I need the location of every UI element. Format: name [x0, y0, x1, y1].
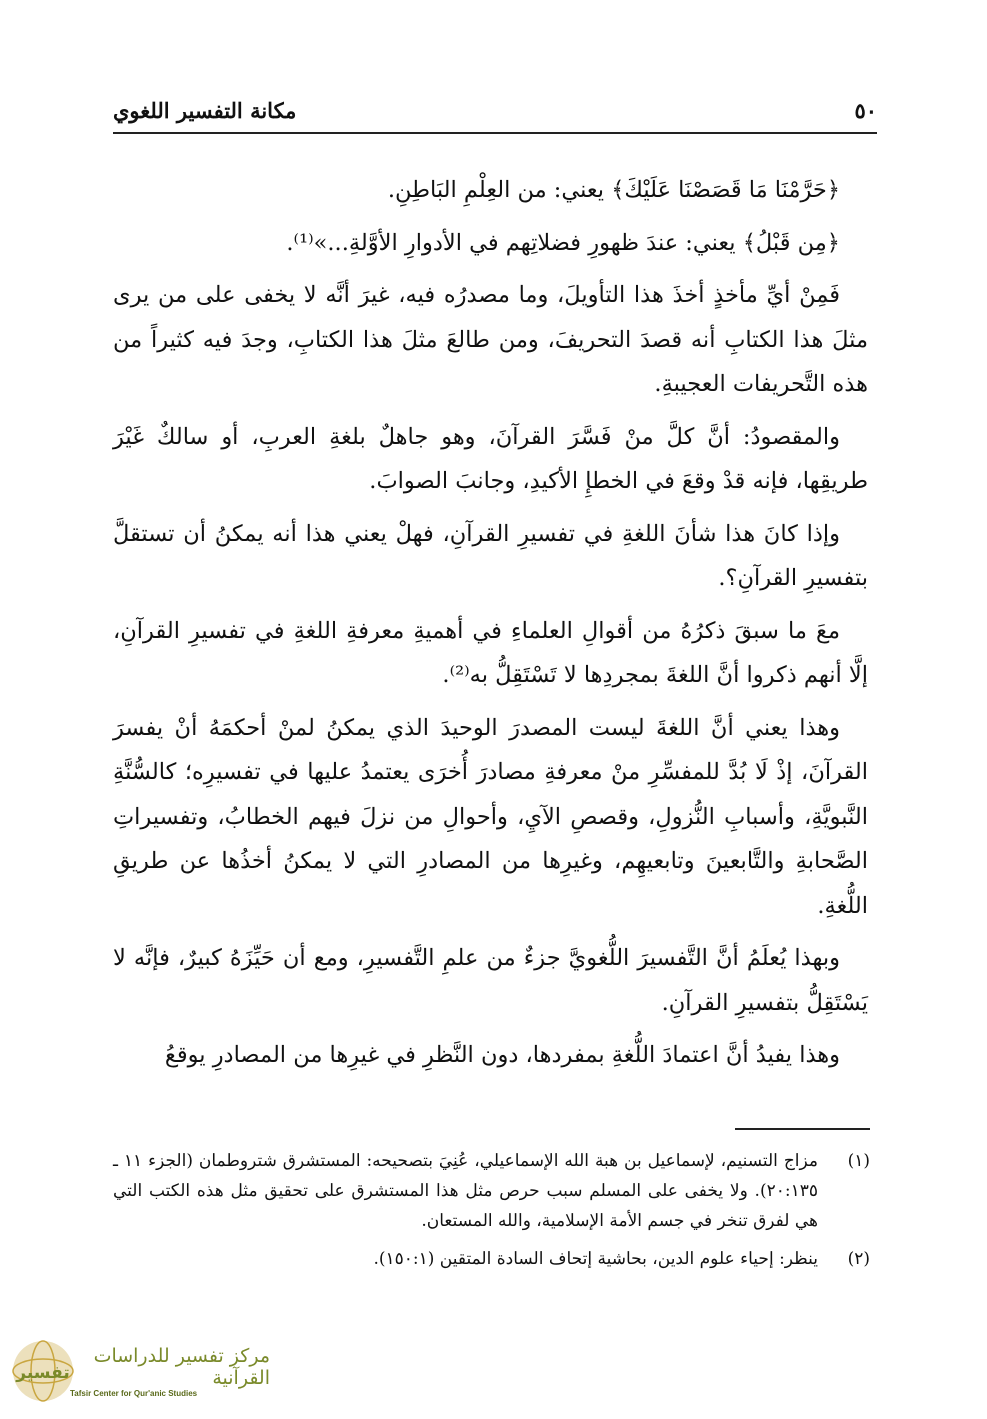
paragraph: وهذا يفيدُ أنَّ اعتمادَ اللُّغةِ بمفردها، دون النَّظرِ في غيرِها من المصادرِ يوقعُ — [164, 1042, 840, 1068]
header-rule — [113, 132, 877, 134]
footnote-separator — [735, 1128, 870, 1130]
footnote-text: ينظر: إحياء علوم الدين، بحاشية إتحاف السادة المتقين (١٥٠:١). — [373, 1249, 818, 1269]
footnotes — [113, 1146, 870, 1282]
footnote-number: (٢) — [847, 1249, 870, 1269]
logo-text — [70, 1345, 270, 1398]
quran-line-2: ﴿مِن قَبْلُ﴾ يعني: عندَ ظهورِ فضلاتِهم في الأدوارِ الأوَّلةِ...»⁽¹⁾. — [286, 229, 840, 256]
footnote-text: مزاج التسنيم، لإسماعيل بن هبة الله الإسماعيلي، عُنِيَ بتصحيحه: المستشرق شتروطمان (الجزء ١١ ـ ٢٠:١٣٥). ولا يخفى على المسلم سبب حرص مثل هذا المستشرق على تحقيق مثل هذه الكتب التي هي لفرق تنخر في جسم الأمة الإسلامية، والله المستعان. — [113, 1151, 819, 1231]
tafsir-center-logo — [8, 1336, 270, 1406]
paragraph: فَمِنْ أيِّ مأخذٍ أخذَ هذا التأويلَ، وما مصدرُه فيه، غيرَ أنَّه لا يخفى على من يرى مثلَ هذا الكتابِ أنه قصدَ التحريفَ، ومن طالعَ مثلَ هذا الكتابِ، وجدَ فيه كثيراً من هذه التَّحريفات العجيبةِ. — [113, 282, 868, 397]
page-header — [113, 92, 877, 128]
paragraph: وإذا كانَ هذا شأنَ اللغةِ في تفسيرِ القرآنِ، فهلْ يعني هذا أنه يمكنُ أن تستقلَّ بتفسيرِ القرآنِ؟. — [113, 520, 868, 591]
footnote — [113, 1244, 870, 1274]
paragraph: وهذا يعني أنَّ اللغةَ ليست المصدرَ الوحيدَ الذي يمكنُ لمنْ أحكمَهُ أنْ يفسرَ القرآنَ، إذْ لَا بُدَّ للمفسِّرِ منْ معرفةِ مصادرَ أُخرَى يعتمدُ عليها في تفسيرِه؛ كالسُّنَّةِ النَّبويَّةِ، وأسبابِ النُّزولِ، وقصصِ الآيِ، وأحوالِ من نزلَ فيهم الخطابُ، وتفسيراتِ الصَّحابةِ والتَّابعينَ وتابعيهِم، وغيرِها من المصادرِ التي لا يمكنُ أخذُها عن طريقِ اللُّغةِ. — [113, 714, 868, 919]
globe-emblem-icon — [8, 1336, 78, 1406]
paragraph: معَ ما سبقَ ذكرُهُ من أقوالِ العلماءِ في أهميةِ معرفةِ اللغةِ في تفسيرِ القرآنِ، إلَّا أنهم ذكروا أنَّ اللغةَ بمجردِها لا تَسْتَقِلُّ به⁽²⁾. — [113, 617, 868, 688]
logo-english: Tafsir Center for Qur'anic Studies — [70, 1388, 198, 1398]
page-number: ٥٠ — [854, 97, 877, 123]
paragraph: وبهذا يُعلَمُ أنَّ التَّفسيرَ اللُّغويَّ جزءٌ من علمِ التَّفسيرِ، ومع أن حَيِّزَهُ كبيرٌ، فإنَّه لا يَسْتَقِلُّ بتفسيرِ القرآنِ. — [113, 945, 868, 1016]
footnote — [113, 1146, 870, 1236]
emblem-text: تفسير — [16, 1363, 70, 1383]
logo-arabic: مركز تفسير للدراسات القرآنية — [93, 1344, 270, 1389]
main-text — [113, 168, 868, 1086]
quran-line-1: ﴿حَرَّمْنَا مَا قَصَصْنَا عَلَيْكَ﴾ يعني: من العِلْمِ البَاطِنِ. — [387, 177, 840, 203]
running-title: مكانة التفسير اللغوي — [113, 97, 297, 123]
paragraph: والمقصودُ: أنَّ كلَّ منْ فَسَّرَ القرآنَ، وهو جاهلٌ بلغةِ العربِ، أو سالكٌ غَيْرَ طريقِها، فإنه قدْ وقعَ في الخطإِ الأكيدِ، وجانبَ الصوابَ. — [113, 423, 868, 494]
footnote-number: (١) — [847, 1151, 870, 1171]
